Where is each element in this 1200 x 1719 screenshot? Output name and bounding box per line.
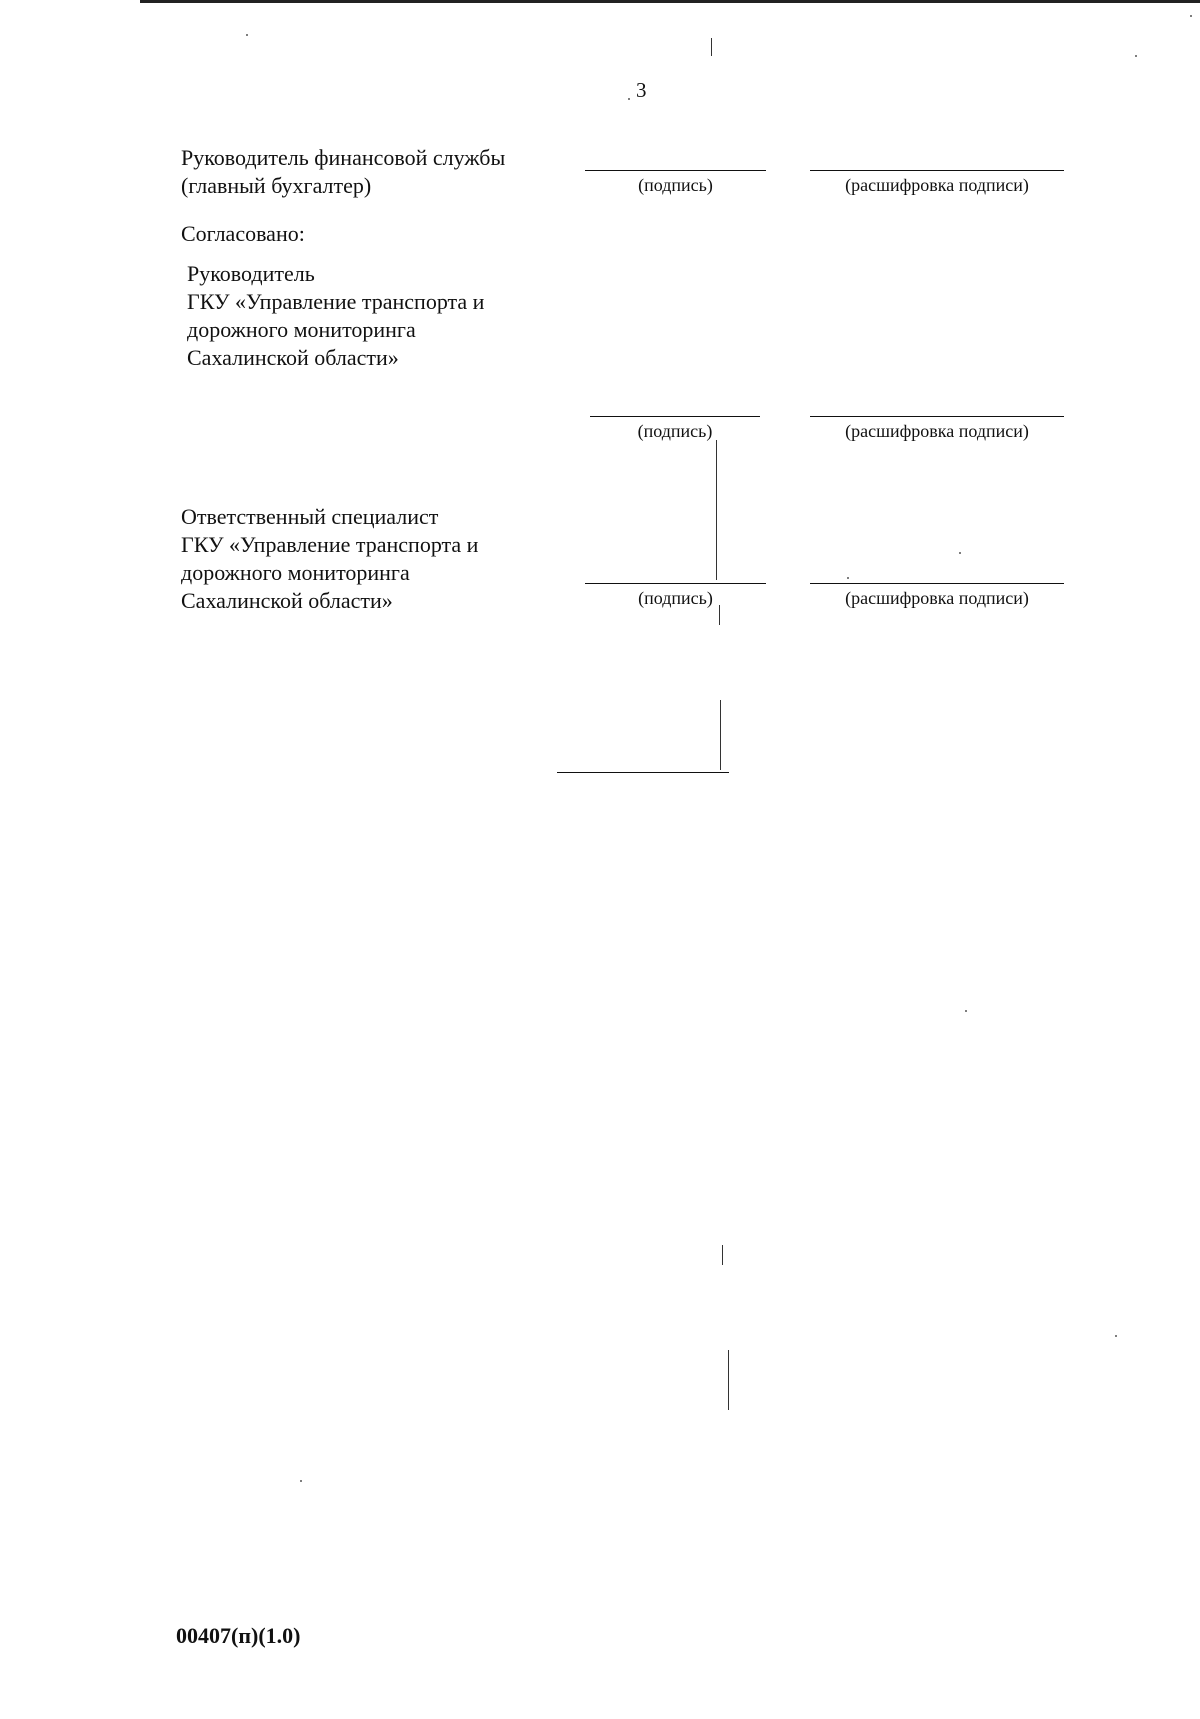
scan-artifact-line	[711, 38, 712, 56]
head-signature-caption: (подпись)	[637, 421, 713, 441]
scan-speck	[1115, 1335, 1117, 1337]
scan-artifact-line	[722, 1245, 723, 1265]
finance-decoding-caption: (расшифровка подписи)	[845, 175, 1029, 195]
specialist-title-line2: ГКУ «Управление транспорта и	[181, 532, 479, 557]
finance-decoding-line	[810, 170, 1064, 172]
blank-line	[557, 772, 729, 774]
head-signature-line	[590, 416, 760, 418]
specialist-title-line1: Ответственный специалист	[181, 504, 439, 529]
head-title-line4: Сахалинской области»	[187, 345, 399, 370]
document-code: 00407(п)(1.0)	[176, 1623, 301, 1648]
finance-signature-line	[585, 170, 766, 172]
specialist-title-line4: Сахалинской области»	[181, 588, 393, 613]
finance-title	[181, 144, 505, 200]
specialist-signature-caption: (подпись)	[638, 588, 713, 608]
head-decoding-line	[810, 416, 1064, 418]
scan-artifact-line	[728, 1350, 729, 1410]
page-number: 3	[636, 78, 647, 102]
scan-artifact-line	[720, 700, 721, 770]
head-decoding-caption: (расшифровка подписи)	[845, 421, 1029, 441]
specialist-decoding-caption: (расшифровка подписи)	[845, 588, 1029, 608]
specialist-signature-line	[585, 583, 766, 585]
head-title	[187, 260, 484, 372]
finance-title-line1: Руководитель финансовой службы	[181, 145, 506, 170]
scan-speck	[965, 1010, 967, 1012]
scan-artifact-line	[716, 440, 717, 580]
head-title-line3: дорожного мониторинга	[187, 317, 416, 342]
scan-speck	[628, 98, 630, 100]
scan-speck	[847, 577, 849, 579]
scan-speck	[1135, 55, 1137, 57]
specialist-title	[181, 503, 478, 615]
head-title-line1: Руководитель	[187, 261, 315, 286]
finance-signature-caption: (подпись)	[638, 175, 713, 195]
scan-artifact-line	[719, 605, 720, 625]
scan-speck	[959, 552, 961, 554]
head-title-line2: ГКУ «Управление транспорта и	[187, 289, 485, 314]
scan-speck	[246, 34, 248, 36]
specialist-title-line3: дорожного мониторинга	[181, 560, 410, 585]
finance-title-line2: (главный бухгалтер)	[181, 173, 372, 198]
scan-speck	[300, 1480, 302, 1482]
scan-speck	[1190, 15, 1192, 17]
agreed-label: Согласовано:	[181, 221, 305, 246]
top-border-line	[140, 0, 1200, 3]
specialist-decoding-line	[810, 583, 1064, 585]
